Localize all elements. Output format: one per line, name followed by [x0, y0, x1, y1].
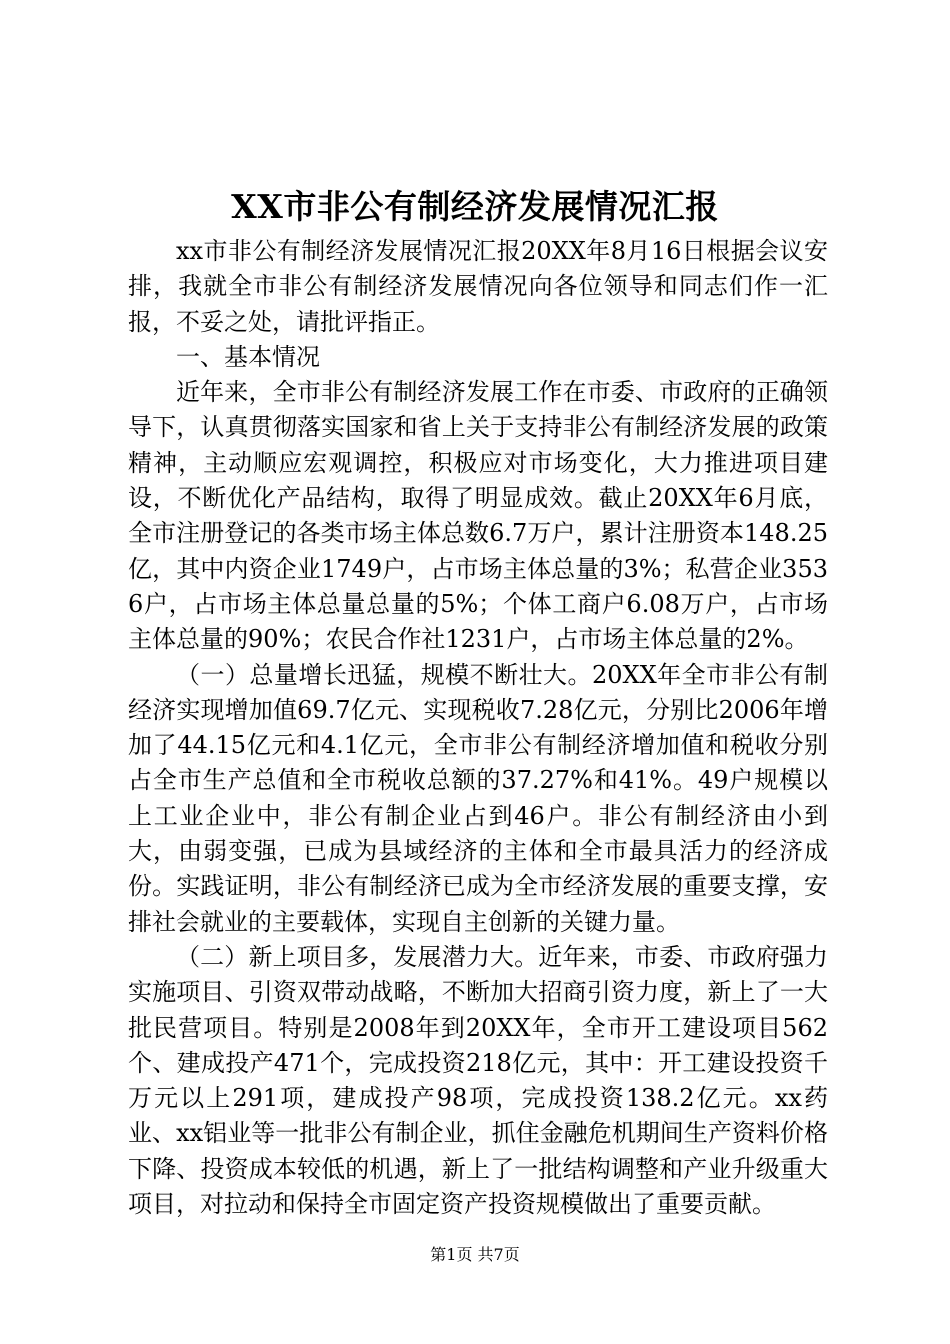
document-body [128, 234, 828, 1222]
page-number-footer: 第1页 共7页 [430, 1245, 520, 1264]
paragraph-section-one: （一）总量增长迅猛，规模不断壮大。20XX年全市非公有制经济实现增加值69.7亿元、实现税收7.28亿元，分别比2006年增加了44.15亿元和4.1亿元，全市非公有制经济增加值和税收分别占全市生产总值和全市税收总额的37.27%和41%。49户规模以上工业企业中，非公有制企业占到46户。非公有制经济由小到大，由弱变强，已成为县域经济的主体和全市最具活力的经济成份。实践证明，非公有制经济已成为全市经济发展的重要支撑，安排社会就业的主要载体，实现自主创新的关键力量。 [128, 660, 828, 936]
document-title: XX市非公有制经济发展情况汇报 [231, 187, 719, 226]
paragraph-intro: xx市非公有制经济发展情况汇报20XX年8月16日根据会议安排，我就全市非公有制经济发展情况向各位领导和同志们作一汇报，不妥之处，请批评指正。 [128, 237, 828, 336]
section-heading-basic-situation: 一、基本情况 [176, 342, 320, 371]
paragraph-overview: 近年来，全市非公有制经济发展工作在市委、市政府的正确领导下，认真贯彻落实国家和省上关于支持非公有制经济发展的政策精神，主动顺应宏观调控，积极应对市场变化，大力推进项目建设，不断优化产品结构，取得了明显成效。截止20XX年6月底，全市注册登记的各类市场主体总数6.7万户，累计注册资本148.25亿，其中内资企业1749户，占市场主体总量的3%；私营企业3536户，占市场主体总量总量的5%；个体工商户6.08万户，占市场主体总量的90%；农民合作社1231户，占市场主体总量的2%。 [128, 378, 828, 654]
paragraph-section-two: （二）新上项目多，发展潜力大。近年来，市委、市政府强力实施项目、引资双带动战略，不断加大招商引资力度，新上了一大批民营项目。特别是2008年到20XX年，全市开工建设项目562个、建成投产471个，完成投资218亿元，其中：开工建设投资千万元以上291项，建成投产98项，完成投资138.2亿元。xx药业、xx铝业等一批非公有制企业，抓住金融危机期间生产资料价格下降、投资成本较低的机遇，新上了一批结构调整和产业升级重大项目，对拉动和保持全市固定资产投资规模做出了重要贡献。 [128, 942, 828, 1219]
